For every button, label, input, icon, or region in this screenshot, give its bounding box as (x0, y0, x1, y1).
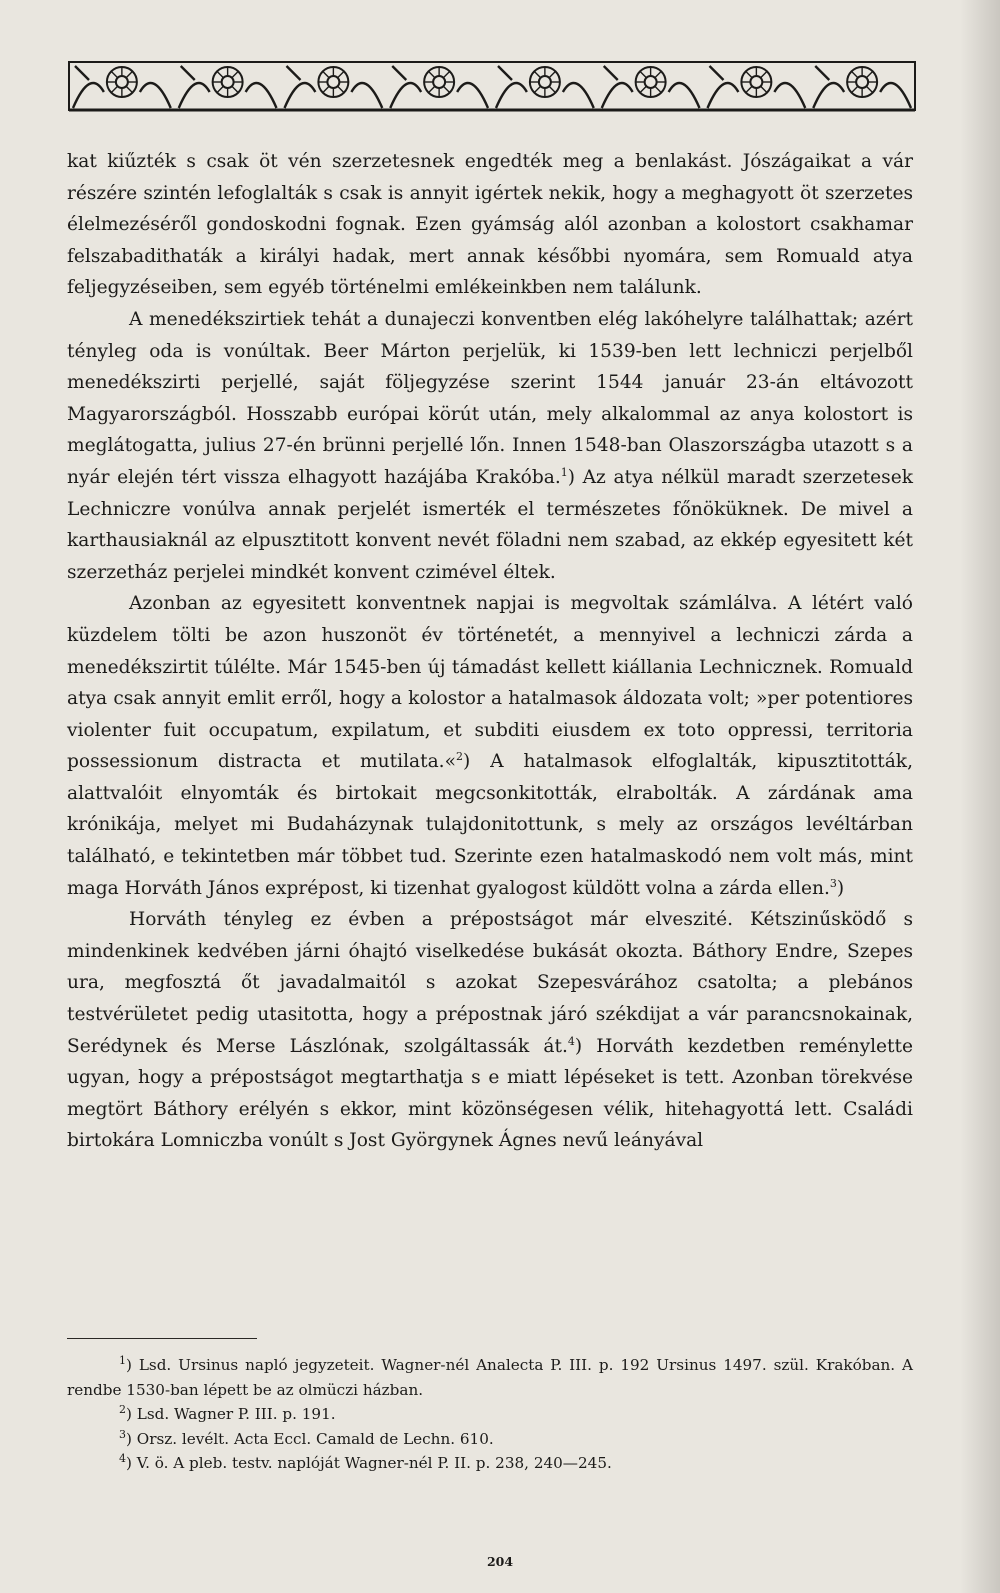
paragraph-3: Azonban az egyesitett konventnek napjai is megvoltak számlálva. A létért való küzdelem tölti be azon huszonöt év történetét, a mennyivel a lechniczi zárda a menedékszirtit túlélte. Már 1545-ben új támadást kellett kiállania Lechnicznek. Romuald atya csak annyit emlit erről, hogy a kolostor a hatalmasok áldozata volt; »per potentiores violenter fuit occupatum, expilatum, et subditi eiusdem ex toto oppressi, territoria possessionum distracta et mutilata.«$^2$) A hatalmasok elfoglalták, kipusztitották, alattvalóit elnyomták és birtokait megcsonkitották, elrabolták. A zárdának ama krónikája, melyet mi Budaházynak tulajdonitottunk, s mely az országos levéltárban található, e tekintetben már többet tud. Szerinte ezen hatalmaskodó nem volt más, mint maga Horváth János exprépost, ki tizenhat gyalogost küldött volna a zárda ellen.$^3$) (67, 593, 913, 899)
paragraph-4: Horváth tényleg ez évben a prépostságot már elveszité. Kétszinűsködő s mindenkinek kedvében járni óhajtó viselkedése bukását okozta. Báthory Endre, Szepes ura, megfosztá őt javadalmaitól s azokat Szepesvárához csatolta; a plebános testvérületet pedig utasitotta, hogy a prépostnak járó székdijat a vár parancsnokainak, Serédynek és Merse Lászlónak, szolgáltassák át.$^4$) Horváth kezdetben reménylette ugyan, hogy a prépostságot megtarthatja s e miatt lépéseket is tett. Azonban törekvése megtört Báthory erélyén s ekkor, mint közönségesen vélik, hitehagyottá lett. Családi birtokára Lomniczba vonúlt s Jost Györgynek Ágnes nevű leányával (67, 909, 913, 1152)
footnotes (67, 1353, 913, 1476)
footnote-separator (67, 1338, 257, 1339)
footnote-2: $^2$) Lsd. Wagner P. III. p. 191. (119, 1403, 336, 1424)
footnote-4: $^4$) V. ö. A pleb. testv. naplóját Wagner-nél P. II. p. 238, 240—245. (119, 1452, 612, 1473)
paragraph-2: A menedékszirtiek tehát a dunajeczi konventben elég lakóhelyre találhattak; azért tényleg oda is vonúltak. Beer Márton perjelük, ki 1539-ben lett lechniczi perjelből menedékszirti perjellé, saját följegyzése szerint 1544 január 23-án eltávozott Magyarországból. Hosszabb európai körút után, mely alkalommal az anya kolostort is meglátogatta, julius 27-én brünni perjellé lőn. Innen 1548-ban Olaszországba utazott s a nyár elején tért vissza elhagyott hazájába Krakóba.$^1$) Az atya nélkül maradt szerzetesek Lechniczre vonúlva annak perjelét ismerték el természetes főnöküknek. De mivel a karthausiaknál az elpusztitott konvent nevét föladni nem szabad, az ekkép egyesitett két szerzetház perjelei mindkét konvent czimével éltek. (67, 308, 913, 583)
footnote-1: $^1$) Lsd. Ursinus napló jegyzeteit. Wagner-nél Analecta P. III. p. 192 Ursinus 1497. szül. Krakóban. A rendbe 1530-ban lépett be az olmüczi házban. (67, 1353, 913, 1399)
footnote-ref-4[interactable]: 4 (567, 1034, 575, 1048)
page-number: 204 (486, 1554, 514, 1569)
main-text (67, 146, 913, 1157)
paragraph-1: kat kiűzték s csak öt vén szerzetesnek engedték meg a benlakást. Jószágaikat a vár részére szintén lefoglalták s csak is annyit igértek nekik, hogy a meghagyott öt szerzetes élelmezéséről gondoskodni fognak. Ezen gyámság alól azonban a kolostort csakhamar felszabadithaták a királyi hadak, mert annak későbbi nyomára, sem Romuald atya feljegyzéseiben, sem egyéb történelmi emlékeinkben nem találunk. (67, 151, 913, 299)
footnote-ref-1[interactable]: 1 (560, 465, 568, 479)
page-edge-shadow (960, 0, 1000, 1593)
decorative-header-border (68, 58, 916, 116)
footnote-ref-2[interactable]: 2 (455, 750, 463, 764)
footnote-3: $^3$) Orsz. levélt. Acta Eccl. Camald de Lechn. 610. (119, 1427, 494, 1448)
footnote-ref-3[interactable]: 3 (829, 876, 837, 890)
